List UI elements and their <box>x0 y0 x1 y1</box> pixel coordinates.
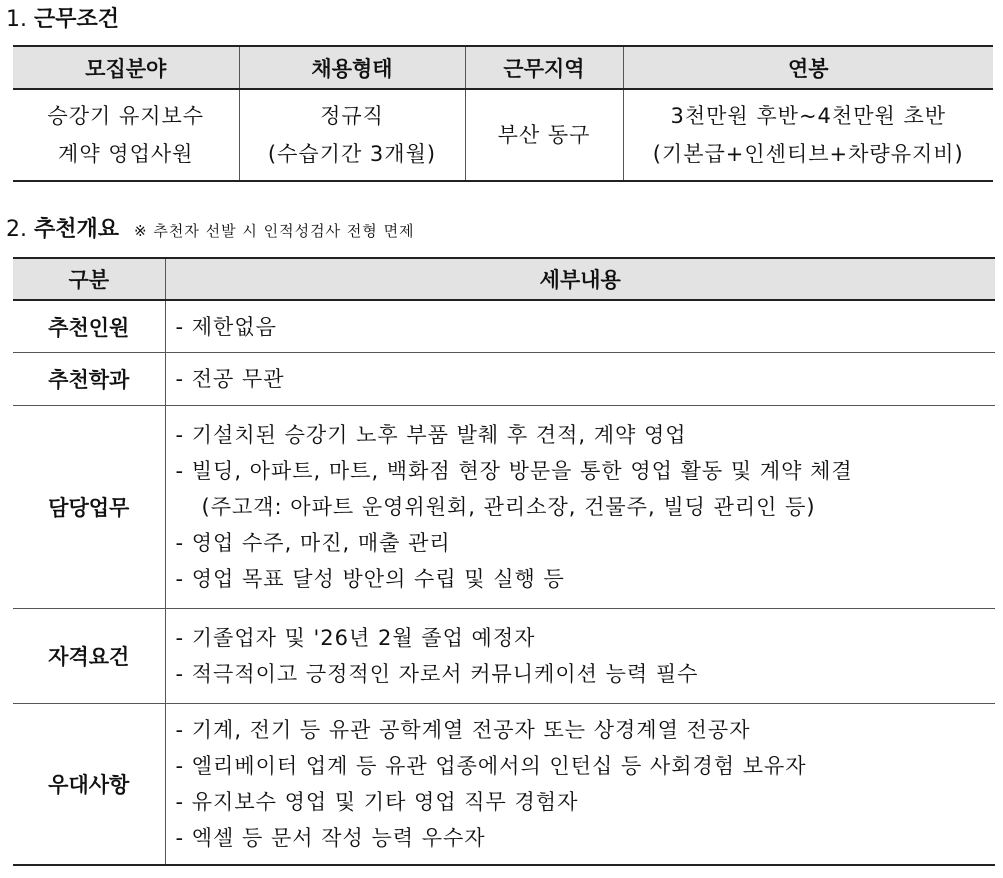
section-2-number: 2. <box>6 217 27 242</box>
section-2-title <box>6 216 415 245</box>
list-item: - 엑셀 등 문서 작성 능력 우수자 <box>175 826 486 850</box>
cell-text: 3천만원 후반~4천만원 초반 <box>670 104 947 128</box>
list-item: - 엘리베이터 업계 등 유관 업종에서의 인턴십 등 사회경험 보유자 <box>175 754 807 778</box>
cell-text: 승강기 유지보수 <box>47 104 205 128</box>
list-item: - 전공 무관 <box>175 367 285 391</box>
section-1-heading: 근무조건 <box>34 7 120 32</box>
table-row <box>13 609 995 704</box>
list-item: - 기계, 전기 등 유관 공학계열 전공자 또는 상경계열 전공자 <box>175 718 751 742</box>
category-recommend-count: 추천인원 <box>13 300 165 353</box>
table-row <box>13 89 993 181</box>
section-2-heading: 추천개요 <box>34 217 120 242</box>
header-category: 구분 <box>13 258 165 300</box>
cell-employment-type <box>239 89 465 181</box>
header-employment-type: 채용형태 <box>239 46 465 89</box>
table-row <box>13 300 995 353</box>
table-row <box>13 406 995 609</box>
cell-text: (수습기간 3개월) <box>267 142 437 166</box>
list-item: - 영업 목표 달성 방안의 수립 및 실행 등 <box>175 567 565 591</box>
cell-work-location <box>465 89 623 181</box>
table-header-row <box>13 258 995 300</box>
working-conditions-table <box>13 45 993 182</box>
category-preferences: 우대사항 <box>13 704 165 866</box>
table-row <box>13 704 995 866</box>
header-work-location: 근무지역 <box>465 46 623 89</box>
list-item: - 기설치된 승강기 노후 부품 발췌 후 견적, 계약 영업 <box>175 423 687 447</box>
list-item: - 영업 수주, 마진, 매출 관리 <box>175 531 451 555</box>
category-qualifications: 자격요건 <box>13 609 165 704</box>
cell-text: 부산 동구 <box>497 123 591 147</box>
table-header-row <box>13 46 993 89</box>
details-cell <box>165 300 995 353</box>
category-recommend-major: 추천학과 <box>13 353 165 406</box>
recommendation-table <box>13 257 995 866</box>
list-item: - 기졸업자 및 '26년 2월 졸업 예정자 <box>175 626 536 650</box>
list-item: - 빌딩, 아파트, 마트, 백화점 현장 방문을 통한 영업 활동 및 계약 체결 <box>175 459 853 483</box>
header-details: 세부내용 <box>165 258 995 300</box>
list-item: (주고객: 아파트 운영위원회, 관리소장, 건물주, 빌딩 관리인 등) <box>201 495 816 519</box>
header-salary: 연봉 <box>623 46 993 89</box>
section-1-title <box>6 6 119 34</box>
table-row <box>13 353 995 406</box>
details-cell <box>165 609 995 704</box>
section-2-note: ※ 추천자 선발 시 인적성검사 전형 면제 <box>134 222 415 240</box>
header-recruit-field: 모집분야 <box>13 46 239 89</box>
cell-text: 정규직 <box>320 104 384 128</box>
list-item: - 유지보수 영업 및 기타 영업 직무 경험자 <box>175 790 579 814</box>
list-item: - 제한없음 <box>175 314 277 339</box>
cell-salary <box>623 89 993 181</box>
details-cell <box>165 704 995 866</box>
cell-text: (기본급+인센티브+차량유지비) <box>652 142 964 166</box>
section-1-number: 1. <box>6 7 27 32</box>
details-cell <box>165 353 995 406</box>
cell-recruit-field <box>13 89 239 181</box>
category-duties: 담당업무 <box>13 406 165 609</box>
details-cell <box>165 406 995 609</box>
list-item: - 적극적이고 긍정적인 자로서 커뮤니케이션 능력 필수 <box>175 662 699 686</box>
cell-text: 계약 영업사원 <box>58 142 194 166</box>
